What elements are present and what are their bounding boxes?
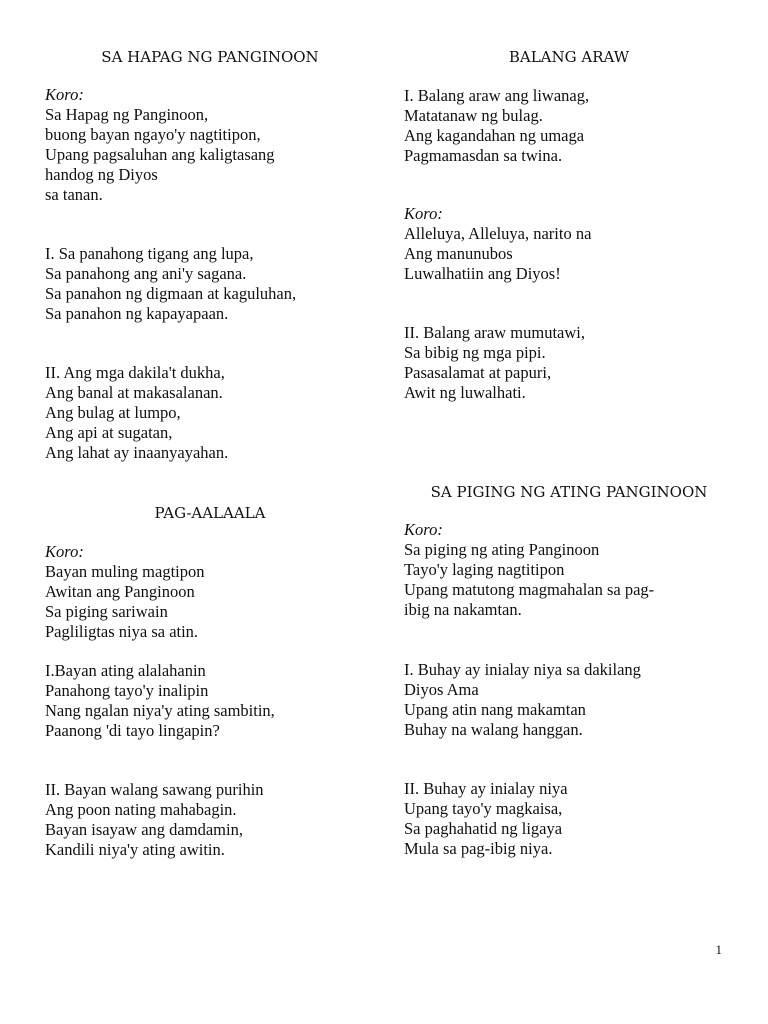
- lyric-line: II. Buhay ay inialay niya: [404, 779, 568, 798]
- verse-1-stanza: [45, 244, 375, 324]
- lyric-line: II. Bayan walang sawang purihin: [45, 780, 264, 799]
- lyric-line: Sa panahon ng kapayapaan.: [45, 304, 229, 323]
- lyric-line: Ang lahat ay inaanyayahan.: [45, 443, 229, 462]
- koro-label: Koro:: [404, 520, 443, 539]
- page-number: 1: [715, 942, 722, 957]
- lyric-line: Upang tayo'y magkaisa,: [404, 799, 563, 818]
- song-title: SA HAPAG NG PANGINOON: [101, 48, 319, 66]
- lyric-line: Sa piging sariwain: [45, 602, 168, 621]
- verse-2-stanza: [404, 779, 734, 859]
- verse-2-stanza: [45, 363, 375, 463]
- lyric-line: I.Bayan ating alalahanin: [45, 661, 206, 680]
- lyric-line: Paanong 'di tayo lingapin?: [45, 721, 220, 740]
- song-sa-piging-ng-ating-panginoon: [404, 482, 734, 858]
- lyric-line: Bayan muling magtipon: [45, 562, 205, 581]
- song-sa-hapag-ng-panginoon: [45, 47, 375, 462]
- song-title: SA PIGING NG ATING PANGINOON: [430, 483, 708, 501]
- lyric-line: Mula sa pag-ibig niya.: [404, 839, 553, 858]
- koro-stanza: [404, 204, 734, 284]
- lyric-line: Nang ngalan niya'y ating sambitin,: [45, 701, 275, 720]
- song-title: BALANG ARAW: [508, 48, 630, 66]
- lyric-line: Sa panahon ng digmaan at kaguluhan,: [45, 284, 297, 303]
- lyric-line: ibig na nakamtan.: [404, 600, 522, 619]
- lyric-line: Ang banal at makasalanan.: [45, 383, 223, 402]
- lyric-line: Awitan ang Panginoon: [45, 582, 195, 601]
- lyric-line: Matatanaw ng bulag.: [404, 106, 543, 125]
- lyric-line: Sa Hapag ng Panginoon,: [45, 105, 209, 124]
- lyric-line: Ang api at sugatan,: [45, 423, 173, 442]
- song-balang-araw: [404, 47, 734, 402]
- lyric-line: Pasasalamat at papuri,: [404, 363, 552, 382]
- verse-2-stanza: [45, 780, 375, 860]
- lyric-line: sa tanan.: [45, 185, 103, 204]
- verse-1-stanza: [45, 661, 375, 741]
- lyric-line: Sa paghahatid ng ligaya: [404, 819, 563, 838]
- lyric-line: Sa panahong ang ani'y sagana.: [45, 264, 247, 283]
- koro-label: Koro:: [404, 204, 443, 223]
- song-title: PAG-AALAALA: [154, 504, 266, 522]
- lyric-line: Luwalhatiin ang Diyos!: [404, 264, 561, 283]
- lyric-line: II. Balang araw mumutawi,: [404, 323, 585, 342]
- lyric-line: Ang poon nating mahabagin.: [45, 800, 237, 819]
- lyric-line: II. Ang mga dakila't dukha,: [45, 363, 225, 382]
- koro-stanza: [45, 85, 375, 205]
- lyric-line: Ang bulag at lumpo,: [45, 403, 181, 422]
- lyric-line: I. Balang araw ang liwanag,: [404, 86, 590, 105]
- lyric-line: Buhay na walang hanggan.: [404, 720, 583, 739]
- lyric-line: Alleluya, Alleluya, narito na: [404, 224, 592, 243]
- verse-2-stanza: [404, 323, 734, 403]
- koro-stanza: [404, 520, 734, 620]
- lyric-line: Kandili niya'y ating awitin.: [45, 840, 225, 859]
- koro-label: Koro:: [45, 85, 84, 104]
- lyric-line: Ang kagandahan ng umaga: [404, 126, 585, 145]
- lyric-line: Bayan isayaw ang damdamin,: [45, 820, 243, 839]
- lyric-line: Upang atin nang makamtan: [404, 700, 586, 719]
- lyric-line: Ang manunubos: [404, 244, 513, 263]
- lyric-line: I. Sa panahong tigang ang lupa,: [45, 244, 254, 263]
- lyric-line: Sa piging ng ating Panginoon: [404, 540, 600, 559]
- lyric-line: handog ng Diyos: [45, 165, 158, 184]
- lyric-line: I. Buhay ay inialay niya sa dakilang: [404, 660, 641, 679]
- verse-1-stanza: [404, 660, 734, 740]
- lyric-line: Pagliligtas niya sa atin.: [45, 622, 199, 641]
- koro-stanza: [45, 542, 375, 642]
- lyric-line: Awit ng luwalhati.: [404, 383, 526, 402]
- verse-1-stanza: [404, 86, 734, 166]
- lyric-line: buong bayan ngayo'y nagtitipon,: [45, 125, 261, 144]
- lyric-line: Upang pagsaluhan ang kaligtasang: [45, 145, 275, 164]
- lyric-line: Sa bibig ng mga pipi.: [404, 343, 546, 362]
- lyric-line: Tayo'y laging nagtitipon: [404, 560, 565, 579]
- lyric-line: Panahong tayo'y inalipin: [45, 681, 209, 700]
- lyric-line: Upang matutong magmahalan sa pag-: [404, 580, 655, 599]
- lyric-line: Pagmamasdan sa twina.: [404, 146, 563, 165]
- song-pag-aalaala: [45, 503, 375, 859]
- lyric-line: Diyos Ama: [404, 680, 479, 699]
- koro-label: Koro:: [45, 542, 84, 561]
